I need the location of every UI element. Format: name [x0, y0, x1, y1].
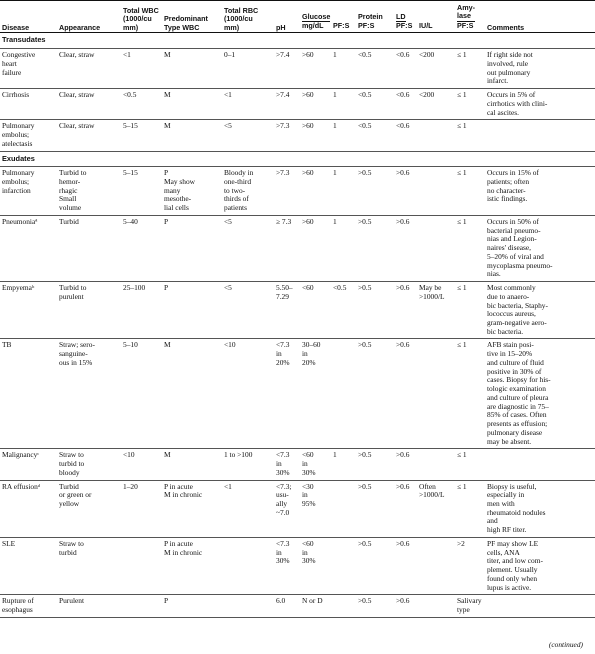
cell-prot: >0.5	[356, 215, 394, 281]
cell-disease: Rupture of esophagus	[0, 595, 57, 617]
cell-appearance: Turbid	[57, 215, 121, 281]
cell-appearance: Purulent	[57, 595, 121, 617]
cell-disease: SLE	[0, 537, 57, 594]
col-ptype: Predominant Type WBC	[164, 14, 208, 32]
cell-glupf: 1	[331, 120, 356, 151]
cell-prot: <0.5	[356, 49, 394, 89]
cell-ph: 5.50– 7.29	[274, 282, 300, 339]
cell-glu: <60 in 30%	[300, 537, 331, 594]
cell-appearance: Turbid or green or yellow	[57, 480, 121, 537]
cell-wbc: 1–20	[121, 480, 162, 537]
cell-ptype: M	[162, 89, 222, 120]
cell-ldpf: <0.6	[394, 120, 417, 151]
col-amylase-pf: PF:S	[457, 20, 474, 30]
cell-glupf: <0.5	[331, 282, 356, 339]
cell-amy: ≤ 1	[455, 49, 485, 89]
table-row	[0, 167, 595, 216]
cell-comments: Most commonly due to anaero- bic bacteria, Staphy- lococcus aureus, gram-negative aero- bic bacteria.	[485, 282, 595, 339]
cell-ph: >7.3	[274, 167, 300, 216]
cell-ph: <7.3 in 30%	[274, 537, 300, 594]
col-rbc: Total RBC (1000/cu mm)	[224, 6, 259, 32]
cell-glupf: 1	[331, 215, 356, 281]
col-protein-pf: PF:S	[358, 20, 375, 30]
cell-ldpf: >0.6	[394, 339, 417, 449]
cell-appearance: Clear, straw	[57, 120, 121, 151]
cell-amy: ≤ 1	[455, 282, 485, 339]
cell-ptype: M	[162, 120, 222, 151]
amylase-label: Amy- lase	[457, 3, 475, 21]
cell-glu: >60	[300, 215, 331, 281]
cell-comments	[485, 595, 595, 617]
cell-wbc: 5–10	[121, 339, 162, 449]
col-protein: Protein	[358, 12, 383, 22]
col-wbc: Total WBC (1000/cu mm)	[123, 6, 159, 32]
table-body	[0, 33, 595, 617]
cell-ptype: P in acute M in chronic	[162, 537, 222, 594]
cell-ldiu	[417, 449, 455, 480]
cell-rbc: <5	[222, 120, 274, 151]
cell-ptype: P	[162, 282, 222, 339]
cell-wbc: <1	[121, 49, 162, 89]
cell-disease: Pulmonary embolus; infarction	[0, 167, 57, 216]
cell-glu: N or D	[300, 595, 331, 617]
table-row	[0, 215, 595, 281]
cell-amy: ≤ 1	[455, 480, 485, 537]
cell-ldiu	[417, 339, 455, 449]
cell-appearance: Turbid to hemor- rhagic Small volume	[57, 167, 121, 216]
cell-wbc	[121, 595, 162, 617]
cell-comments: Occurs in 50% of bacterial pneumo- nias and Legion- naires' disease, 5–20% of viral and mycoplasma pneumo- nias.	[485, 215, 595, 281]
cell-amy: ≤ 1	[455, 89, 485, 120]
cell-glupf: 1	[331, 449, 356, 480]
col-ph: pH	[276, 22, 286, 32]
cell-prot: >0.5	[356, 480, 394, 537]
cell-wbc: 25–100	[121, 282, 162, 339]
cell-ldiu: <200	[417, 49, 455, 89]
cell-comments: If right side not involved, rule out pulmonary infarct.	[485, 49, 595, 89]
cell-glu: <60 in 30%	[300, 449, 331, 480]
cell-comments: Occurs in 5% of cirrhotics with clini- cal ascites.	[485, 89, 595, 120]
col-disease: Disease	[2, 22, 30, 32]
cell-wbc: 5–40	[121, 215, 162, 281]
cell-prot: <0.5	[356, 89, 394, 120]
cell-prot: >0.5	[356, 537, 394, 594]
cell-glu: <60	[300, 282, 331, 339]
cell-prot: >0.5	[356, 595, 394, 617]
cell-glu: <30 in 95%	[300, 480, 331, 537]
cell-ldpf: >0.6	[394, 480, 417, 537]
cell-wbc: <10	[121, 449, 162, 480]
cell-ldiu: May be >1000/L	[417, 282, 455, 339]
cell-amy: >2	[455, 537, 485, 594]
continued-note: (continued)	[548, 640, 583, 649]
col-amylase	[455, 1, 485, 22]
cell-ldpf: >0.6	[394, 537, 417, 594]
cell-wbc: 5–15	[121, 120, 162, 151]
cell-comments: Biopsy is useful, especially in men with rheumatoid nodules and high RF titer.	[485, 480, 595, 537]
cell-appearance: Clear, straw	[57, 49, 121, 89]
cell-glupf	[331, 480, 356, 537]
table-row	[0, 282, 595, 339]
cell-prot: >0.5	[356, 282, 394, 339]
cell-appearance: Straw to turbid to bloody	[57, 449, 121, 480]
cell-rbc: <5	[222, 215, 274, 281]
cell-amy: ≤ 1	[455, 449, 485, 480]
cell-ldpf: >0.6	[394, 282, 417, 339]
cell-ldpf: >0.6	[394, 215, 417, 281]
cell-ldpf: >0.6	[394, 167, 417, 216]
cell-amy: ≤ 1	[455, 215, 485, 281]
col-ld-iu: IU/L	[419, 20, 433, 30]
cell-wbc	[121, 537, 162, 594]
cell-ldpf: >0.6	[394, 449, 417, 480]
cell-amy: ≤ 1	[455, 120, 485, 151]
cell-ldiu	[417, 167, 455, 216]
table-row	[0, 595, 595, 617]
cell-prot: >0.5	[356, 167, 394, 216]
cell-rbc: 0–1	[222, 49, 274, 89]
cell-appearance: Straw to turbid	[57, 537, 121, 594]
table-row	[0, 49, 595, 89]
cell-appearance: Turbid to purulent	[57, 282, 121, 339]
cell-rbc: <1	[222, 89, 274, 120]
cell-ldpf: <0.6	[394, 49, 417, 89]
col-comments: Comments	[487, 22, 525, 32]
cell-rbc: <1	[222, 480, 274, 537]
cell-amy: ≤ 1	[455, 167, 485, 216]
cell-ph: <7.3 in 30%	[274, 449, 300, 480]
cell-ph: <7.3; usu- ally ~7.0	[274, 480, 300, 537]
cell-glupf	[331, 339, 356, 449]
cell-ph: >7.4	[274, 89, 300, 120]
cell-glupf: 1	[331, 89, 356, 120]
cell-glu: >60	[300, 89, 331, 120]
cell-disease: Empyemaᵇ	[0, 282, 57, 339]
cell-glupf: 1	[331, 167, 356, 216]
col-ld	[394, 1, 455, 22]
cell-amy: ≤ 1	[455, 339, 485, 449]
cell-comments: AFB stain posi- tive in 15–20% and culture of fluid positive in 30% of cases. Biopsy for his- tologic examination and culture of pleura are diagnostic in 75– 85% of cases. Often presents as effusion; pulmonary disease may be absent.	[485, 339, 595, 449]
table-row	[0, 89, 595, 120]
cell-ph: ≥ 7.3	[274, 215, 300, 281]
cell-comments	[485, 449, 595, 480]
cell-glupf	[331, 537, 356, 594]
cell-rbc	[222, 595, 274, 617]
cell-ldiu	[417, 595, 455, 617]
table-header	[0, 1, 595, 33]
table-row	[0, 120, 595, 151]
cell-amy: Salivary type	[455, 595, 485, 617]
col-glucose	[300, 1, 356, 22]
col-ld-pf: PF:S	[396, 20, 413, 30]
cell-wbc: 5–15	[121, 167, 162, 216]
cell-glu: >60	[300, 167, 331, 216]
table-row	[0, 449, 595, 480]
cell-glupf: 1	[331, 49, 356, 89]
cell-ldpf: <0.6	[394, 89, 417, 120]
cell-comments: Occurs in 15% of patients; often no character- istic findings.	[485, 167, 595, 216]
cell-comments	[485, 120, 595, 151]
table-row	[0, 339, 595, 449]
cell-ph: 6.0	[274, 595, 300, 617]
cell-disease: Malignancyᶜ	[0, 449, 57, 480]
cell-glu: >60	[300, 120, 331, 151]
cell-ptype: P	[162, 595, 222, 617]
ld-label: LD	[396, 12, 406, 22]
cell-prot: >0.5	[356, 449, 394, 480]
cell-rbc	[222, 537, 274, 594]
cell-rbc: <10	[222, 339, 274, 449]
cell-prot: <0.5	[356, 120, 394, 151]
cell-ptype: M	[162, 339, 222, 449]
cell-ph: >7.3	[274, 120, 300, 151]
cell-glu: >60	[300, 49, 331, 89]
col-appearance: Appearance	[59, 22, 101, 32]
cell-disease: Congestive heart failure	[0, 49, 57, 89]
cell-ldiu	[417, 537, 455, 594]
cell-disease: Pneumoniaª	[0, 215, 57, 281]
cell-appearance: Clear, straw	[57, 89, 121, 120]
cell-rbc: 1 to >100	[222, 449, 274, 480]
cell-ph: >7.4	[274, 49, 300, 89]
cell-ldpf: >0.6	[394, 595, 417, 617]
table-row	[0, 480, 595, 537]
col-glucose-pf: PF:S	[333, 20, 350, 30]
cell-rbc: <5	[222, 282, 274, 339]
cell-ptype: M	[162, 449, 222, 480]
cell-ldiu	[417, 215, 455, 281]
cell-wbc: <0.5	[121, 89, 162, 120]
col-glucose-mg: mg/dL	[302, 20, 324, 30]
cell-glupf	[331, 595, 356, 617]
section-row-exudates	[0, 151, 595, 167]
cell-ldiu	[417, 120, 455, 151]
cell-comments: PF may show LE cells, ANA titer, and low com- plement. Usually found only when lupus is active.	[485, 537, 595, 594]
section-row-transudates	[0, 33, 595, 49]
cell-disease: Cirrhosis	[0, 89, 57, 120]
cell-ptype: P	[162, 215, 222, 281]
table-row	[0, 537, 595, 594]
cell-rbc: Bloody in one-third to two- thirds of patients	[222, 167, 274, 216]
cell-disease: Pulmonary embolus; atelectasis	[0, 120, 57, 151]
cell-ptype: M	[162, 49, 222, 89]
cell-disease: RA effusionᵈ	[0, 480, 57, 537]
cell-ldiu: Often >1000/L	[417, 480, 455, 537]
section-label: Exudates	[0, 151, 595, 167]
cell-ldiu: <200	[417, 89, 455, 120]
cell-appearance: Straw; sero- sanguine- ous in 15%	[57, 339, 121, 449]
cell-ph: <7.3 in 20%	[274, 339, 300, 449]
cell-disease: TB	[0, 339, 57, 449]
cell-ptype: P in acute M in chronic	[162, 480, 222, 537]
glucose-label: Glucose	[302, 12, 331, 22]
cell-prot: >0.5	[356, 339, 394, 449]
section-label: Transudates	[0, 33, 595, 49]
cell-ptype: P May show many mesothe- lial cells	[162, 167, 222, 216]
cell-glu: 30–60 in 20%	[300, 339, 331, 449]
